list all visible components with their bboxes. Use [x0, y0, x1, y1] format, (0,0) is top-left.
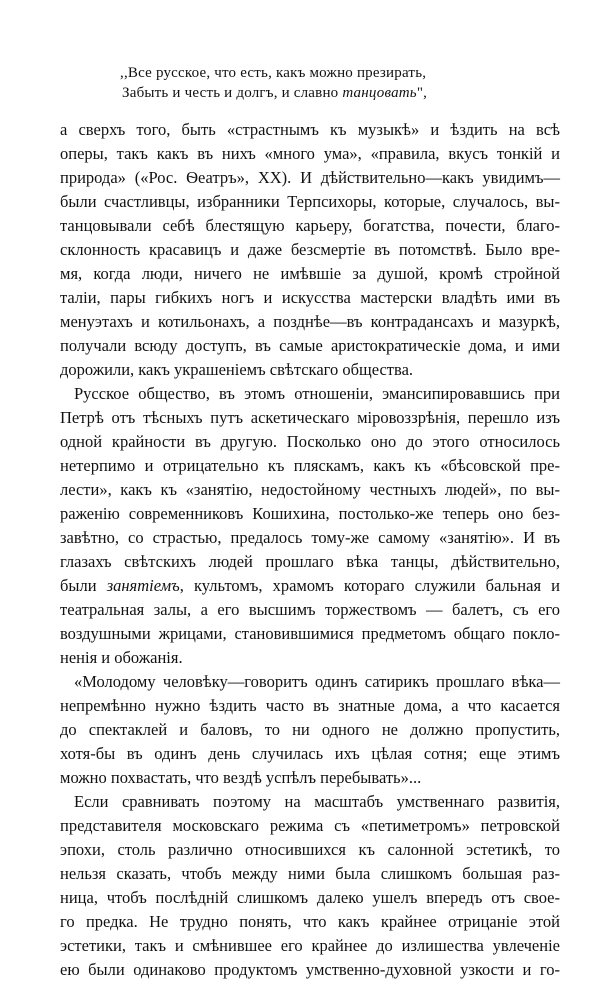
text-line: а сверхъ того, быть «страстнымъ къ музыкѣ» и ѣздить на всѣ [60, 120, 560, 139]
text-line: театральная залы, а его высшимъ торжествомъ — балетъ, съ его [60, 600, 560, 619]
text-line: воздушными жрицами, становившимися предметомъ общаго покло- [60, 624, 560, 643]
text-line: ница, чтобъ послѣдній слишкомъ далеко ушелъ впередъ отъ свое- [60, 888, 560, 907]
text-line: оперы, такъ какъ въ нихъ «много ума», «правила, вкусъ тонкій и [60, 144, 560, 163]
text-line: до спектаклей и баловъ, то ни одного не должно пропустить, [60, 720, 560, 739]
text-line: эстетики, такъ и смѣнившее его крайнее до излишества увлеченіе [60, 936, 560, 955]
text-line: хотя-бы въ одинъ день случилась ихъ цѣлая сотня; еще этимъ [60, 744, 560, 763]
text-line: го предка. Не трудно понять, что какъ крайнее отрицаніе этой [60, 912, 560, 931]
text-line: дорожили, какъ украшеніемъ свѣтскаго общества. [60, 360, 414, 379]
epigraph-line: Забыть и честь и долгъ, и славно танцовать", [122, 85, 428, 101]
text-line: менуэтахъ и котильонахъ, а позднѣе—въ контрадансахъ и мазуркѣ, [60, 312, 560, 331]
text-line: нетерпимо и отрицательно къ пляскамъ, какъ къ «бѣсовской пре- [60, 456, 560, 475]
text-line: одной крайности въ другую. Посколько оно до этого относилось [60, 432, 560, 451]
text-line: природа» («Рос. Ѳеатръ», XX). И дѣйствительно—какъ увидимъ— [60, 168, 560, 187]
text-line: можно похвастать, что вездѣ успѣлъ перебывать»... [60, 768, 422, 787]
text-line: эпохи, столь различно относившихся къ салонной эстетикѣ, то [60, 840, 560, 859]
text-line: ненія и обожанія. [60, 648, 183, 667]
text-line: представителя московскаго режима съ «петиметромъ» петровской [60, 816, 560, 835]
text-line: мя, когда люди, ничего не имѣвшіе за душой, кромѣ стройной [60, 264, 560, 283]
epigraph-line: ,,Все русское, что есть, какъ можно презирать, [120, 65, 427, 81]
text-line: глазахъ свѣтскихъ людей прошлаго вѣка танцы, дѣйствительно, [60, 552, 560, 571]
text-line: раженію современниковъ Кошихина, постолько-же теперь оно без- [60, 504, 560, 523]
text-line: лести», какъ къ «занятію, недостойному честныхъ людей», по вы- [60, 480, 560, 499]
text-line: таліи, пары гибкихъ ногъ и искусства мастерски владѣть ими въ [60, 288, 560, 307]
text-line: завѣтно, со страстью, предалось тому-же самому «занятію». И въ [60, 528, 560, 547]
text-line: нельзя сказать, чтобъ между ними была слишкомъ большая раз- [60, 864, 560, 883]
text-line: склонность красавицъ и даже безсмертіе въ потомствѣ. Было вре- [60, 240, 560, 259]
text-line: были занятіемъ, культомъ, храмомъ котораго служили бальная и [60, 576, 561, 595]
text-line: «Молодому человѣку—говоритъ одинъ сатирикъ прошлаго вѣка— [74, 672, 560, 691]
text-line: Русское общество, въ этомъ отношеніи, эмансипировавшись при [74, 384, 560, 403]
text-line: Если сравнивать поэтому на масштабъ умственнаго развитія, [74, 792, 560, 811]
text-line: получали всюду доступъ, въ самые аристократическіе дома, и ими [60, 336, 560, 355]
text-line: были счастливцы, избранники Терпсихоры, которые, случалось, вы- [60, 192, 560, 211]
text-line: ею были одинаково продуктомъ умственно-духовной узкости и го- [60, 960, 560, 979]
text-line: танцовывали себѣ блестящую карьеру, богатства, почести, благо- [60, 216, 560, 235]
text-line: Петрѣ отъ тѣсныхъ путъ аскетическаго міровоззрѣнія, перешло изъ [60, 408, 560, 427]
text-line: непремѣнно нужно ѣздить часто въ знатные дома, а что касается [60, 696, 560, 715]
